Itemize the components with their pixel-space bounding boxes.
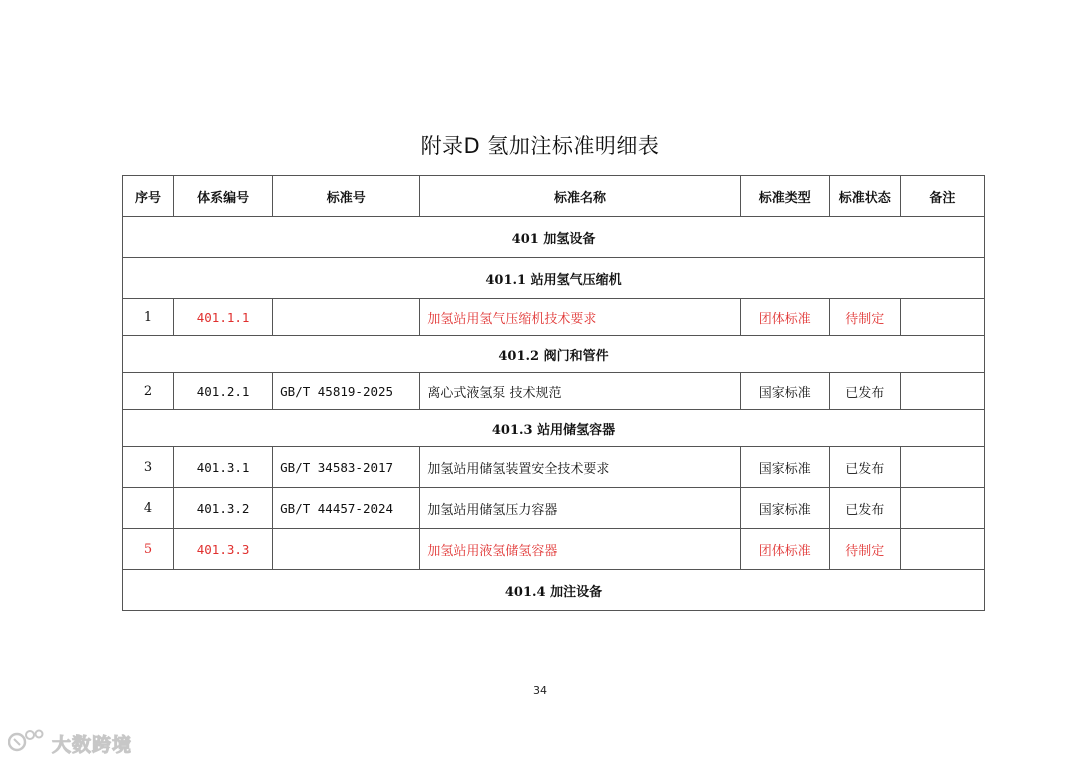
cell-remarks xyxy=(900,529,984,570)
table-row xyxy=(123,373,985,410)
section-heading: 401.2 阀门和管件 xyxy=(123,336,985,373)
standards-table xyxy=(122,175,985,611)
column-header-standard-name: 标准名称 xyxy=(420,176,740,217)
page-number: 34 xyxy=(533,684,547,697)
section-row xyxy=(123,410,985,447)
cell-no: 1 xyxy=(123,299,174,336)
table-row xyxy=(123,529,985,570)
section-row xyxy=(123,217,985,258)
cell-standard-name: 加氢站用储氢装置安全技术要求 xyxy=(420,447,740,488)
section-row xyxy=(123,336,985,373)
cell-standard-name: 加氢站用液氢储氢容器 xyxy=(420,529,740,570)
cell-standard-type: 国家标准 xyxy=(740,373,829,410)
cell-standard-type: 团体标准 xyxy=(740,529,829,570)
cell-no: 5 xyxy=(123,529,174,570)
cell-standard-code: GB/T 44457-2024 xyxy=(273,488,420,529)
cell-standard-name: 加氢站用储氢压力容器 xyxy=(420,488,740,529)
column-header-standard-code: 标准号 xyxy=(273,176,420,217)
column-header-standard-status: 标准状态 xyxy=(829,176,900,217)
page-title: 附录D 氢加注标准明细表 xyxy=(420,134,660,158)
cell-remarks xyxy=(900,299,984,336)
cell-standard-code xyxy=(273,529,420,570)
cell-system-code: 401.1.1 xyxy=(174,299,273,336)
section-heading: 401 加氢设备 xyxy=(123,217,985,258)
section-heading: 401.4 加注设备 xyxy=(123,570,985,611)
column-header-system-code: 体系编号 xyxy=(174,176,273,217)
cell-standard-code: GB/T 34583-2017 xyxy=(273,447,420,488)
column-header-no: 序号 xyxy=(123,176,174,217)
cell-no: 4 xyxy=(123,488,174,529)
cell-no: 3 xyxy=(123,447,174,488)
cell-standard-type: 国家标准 xyxy=(740,488,829,529)
column-header-remarks: 备注 xyxy=(900,176,984,217)
cell-remarks xyxy=(900,373,984,410)
watermark-text: 大数跨境 xyxy=(52,733,133,756)
cell-standard-status: 待制定 xyxy=(829,299,900,336)
brand-logo-icon xyxy=(8,728,48,758)
cell-standard-status: 已发布 xyxy=(829,447,900,488)
watermark xyxy=(8,728,132,758)
cell-standard-status: 待制定 xyxy=(829,529,900,570)
column-header-standard-type: 标准类型 xyxy=(740,176,829,217)
cell-standard-type: 国家标准 xyxy=(740,447,829,488)
cell-standard-name: 加氢站用氢气压缩机技术要求 xyxy=(420,299,740,336)
cell-standard-code xyxy=(273,299,420,336)
cell-remarks xyxy=(900,488,984,529)
cell-standard-name: 离心式液氢泵 技术规范 xyxy=(420,373,740,410)
cell-no: 2 xyxy=(123,373,174,410)
cell-system-code: 401.3.2 xyxy=(174,488,273,529)
cell-standard-status: 已发布 xyxy=(829,488,900,529)
section-row xyxy=(123,258,985,299)
cell-standard-status: 已发布 xyxy=(829,373,900,410)
section-row xyxy=(123,570,985,611)
table-header-row xyxy=(123,176,985,217)
table-row xyxy=(123,488,985,529)
cell-system-code: 401.3.3 xyxy=(174,529,273,570)
cell-standard-code: GB/T 45819-2025 xyxy=(273,373,420,410)
cell-system-code: 401.3.1 xyxy=(174,447,273,488)
section-heading: 401.3 站用储氢容器 xyxy=(123,410,985,447)
cell-remarks xyxy=(900,447,984,488)
cell-system-code: 401.2.1 xyxy=(174,373,273,410)
section-heading: 401.1 站用氢气压缩机 xyxy=(123,258,985,299)
cell-standard-type: 团体标准 xyxy=(740,299,829,336)
table-row xyxy=(123,299,985,336)
table-row xyxy=(123,447,985,488)
